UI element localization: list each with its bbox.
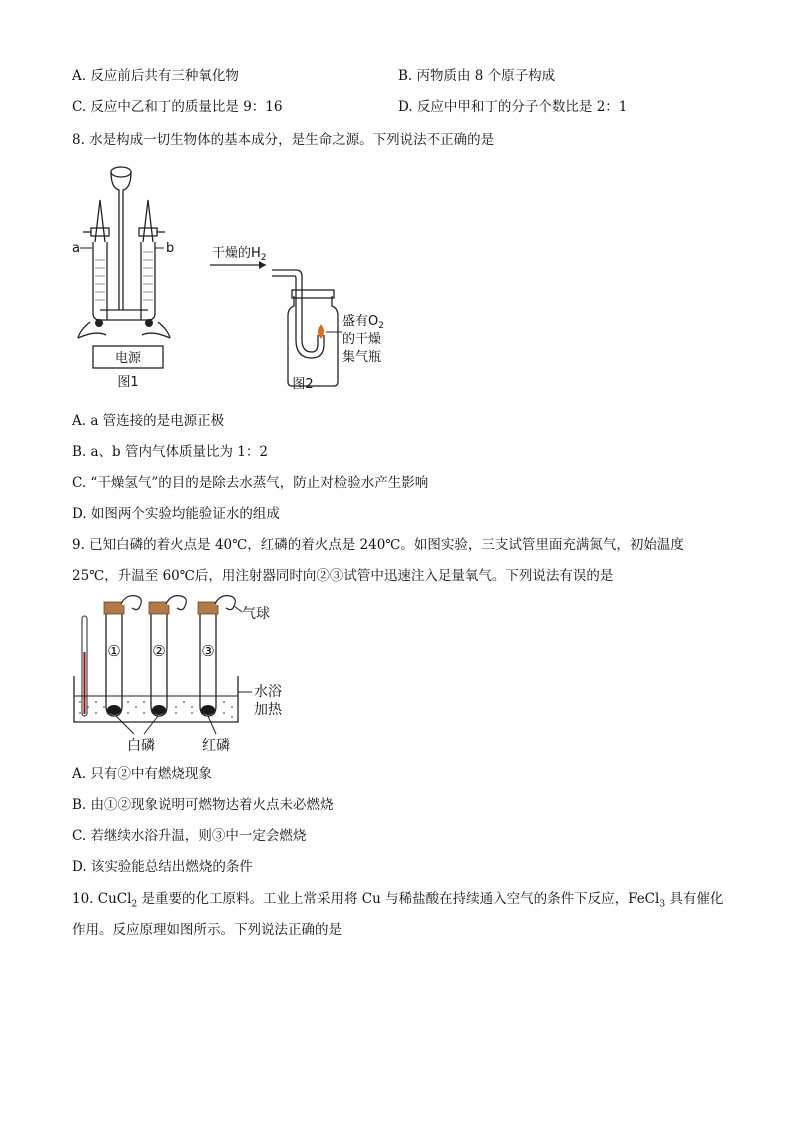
white-phosphorus-label: 白磷: [127, 738, 155, 754]
bottle-label-line2: 的干燥: [342, 332, 382, 347]
water-bath-label-1: 水浴: [254, 684, 282, 700]
q9-option-a: A. 只有②中有燃烧现象: [72, 766, 212, 782]
q8-option-d: D. 如图两个实验均能验证水的组成: [72, 506, 280, 522]
tube-3-label: ③: [201, 642, 215, 660]
q9-option-d: D. 该实验能总结出燃烧的条件: [72, 859, 253, 875]
q9-figure: [66, 592, 326, 757]
bottle-label-line1: 盛有$O_2$: [342, 314, 384, 331]
water-bath-label-2: 加热: [254, 702, 282, 718]
q10-stem-line1: 10. CuCl$_2$ 是重要的化工原料。工业上常采用将 Cu 与稀盐酸在持续通入空气的条件下反应，FeCl$_3$ 具有催化: [72, 891, 724, 910]
q9-option-c: C. 若继续水浴升温，则③中一定会燃烧: [72, 828, 307, 844]
q8-option-a: A. a 管连接的是电源正极: [72, 413, 225, 429]
q9-option-b: B. 由①②现象说明可燃物达着火点未必燃烧: [72, 797, 334, 813]
q7-option-c: C. 反应中乙和丁的质量比是 9：16: [72, 99, 283, 115]
balloon-label: 气球: [242, 606, 270, 622]
tube-2-label: ②: [152, 642, 166, 660]
q9-stem-line1: 9. 已知白磷的着火点是 40℃，红磷的着火点是 240℃。如图实验，三支试管里面充满氮气，初始温度: [72, 537, 684, 553]
q10-stem-line2: 作用。反应原理如图所示。下列说法正确的是: [72, 922, 342, 938]
dry-h2-label: 干燥的$H_2$: [212, 246, 267, 263]
q9-stem-line2: 25℃，升温至 60℃后，用注射器同时向②③试管中迅速注入足量氧气。下列说法有误的是: [72, 568, 614, 584]
figure2-caption: 图2: [292, 377, 314, 392]
q8-option-c: C. “干燥氢气”的目的是除去水蒸气，防止对检验水产生影响: [72, 475, 429, 491]
tube-a-label: a: [72, 241, 80, 256]
figure1-caption: 图1: [117, 375, 139, 390]
power-source-label: 电源: [114, 351, 142, 366]
phosphorus-combustion-apparatus: [66, 592, 326, 757]
tube-b-label: b: [166, 241, 175, 256]
q8-figure: [66, 160, 406, 395]
q8-stem: 8. 水是构成一切生物体的基本成分，是生命之源。下列说法不正确的是: [72, 132, 495, 148]
q8-option-b: B. a、b 管内气体质量比为 1：2: [72, 444, 268, 460]
red-phosphorus-label: 红磷: [202, 738, 230, 754]
bottle-label-line3: 集气瓶: [342, 350, 382, 365]
q7-option-a: A. 反应前后共有三种氧化物: [72, 68, 239, 84]
electrolysis-and-hydrogen-apparatus: [66, 160, 406, 395]
q7-option-d: D. 反应中甲和丁的分子个数比是 2：1: [398, 99, 628, 115]
q7-option-b: B. 丙物质由 8 个原子构成: [398, 68, 556, 84]
tube-1-label: ①: [107, 642, 121, 660]
